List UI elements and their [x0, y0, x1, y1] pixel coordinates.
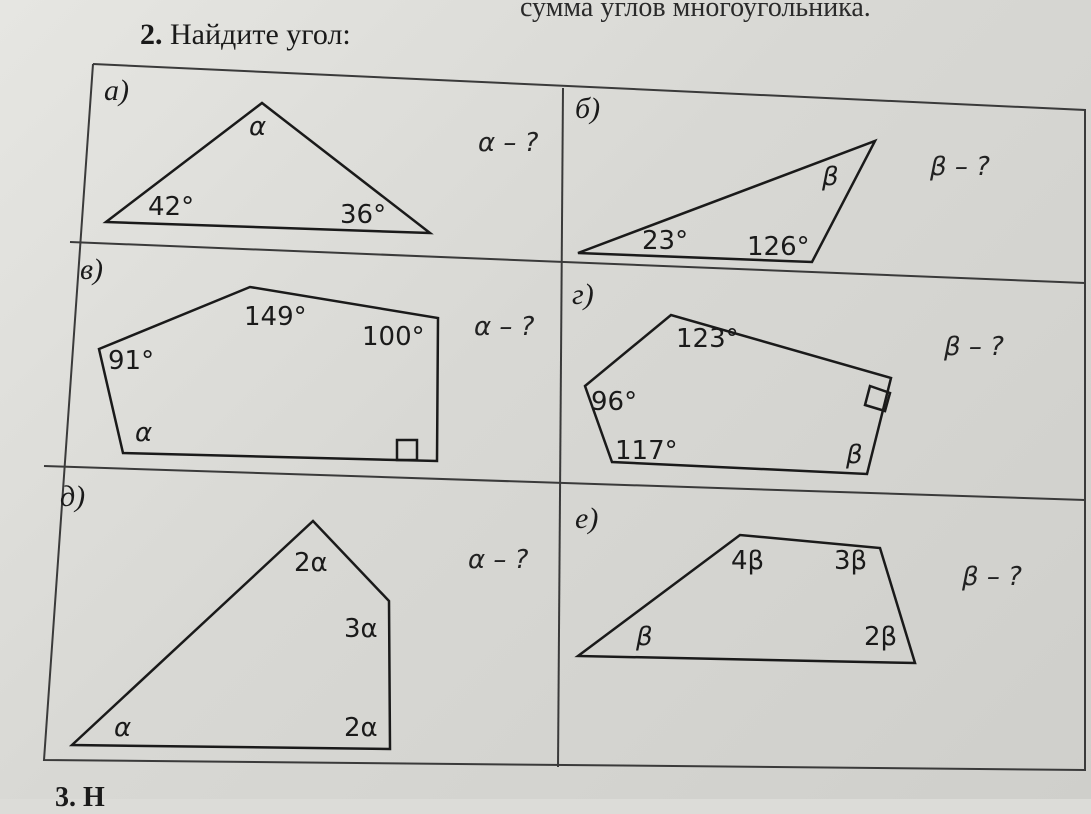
- cell-v-angle-top-right: 100°: [362, 322, 425, 352]
- cell-g-angle-left: 96°: [591, 387, 638, 417]
- cell-g-letter: г): [572, 278, 594, 311]
- cell-e-angle-top-right: 3β: [834, 546, 868, 576]
- cell-d-angle-top: 2α: [294, 548, 328, 578]
- next-task-fragment: 3. Н: [55, 782, 105, 813]
- cell-g-angle-top: 123°: [676, 324, 739, 354]
- cell-g-angle-bottom-left: 117°: [615, 436, 678, 466]
- cell-d-angle-bottom-left: α: [114, 713, 132, 743]
- cell-b-angle-right: 126°: [747, 232, 810, 262]
- cell-g-angle-bottom-right: β: [846, 440, 863, 470]
- cell-d-angle-right: 3α: [344, 614, 378, 644]
- table-divider-row-2: [44, 466, 1085, 500]
- cell-v-question: α – ?: [474, 312, 535, 342]
- cell-b-question: β – ?: [930, 152, 990, 182]
- cell-a-question: α – ?: [478, 128, 539, 158]
- cell-d-angle-bottom-right: 2α: [344, 713, 378, 743]
- cell-v-angle-bottom-left: α: [135, 418, 153, 448]
- right-angle-mark-v: [397, 440, 417, 460]
- table-grid: [44, 64, 1085, 770]
- triangle-b: [578, 141, 875, 262]
- table-divider-vertical: [558, 88, 563, 767]
- task-number: 2.: [140, 18, 163, 51]
- cell-d-letter: д): [60, 480, 86, 513]
- table-border: [44, 64, 1085, 770]
- cell-v-angle-top: 149°: [244, 302, 307, 332]
- cell-v-letter: в): [80, 253, 104, 286]
- cell-a-letter: а): [104, 74, 129, 107]
- cell-b-angle-left: 23°: [642, 226, 689, 256]
- table-divider-row-1: [70, 242, 1085, 283]
- cell-b-angle-top: β: [822, 162, 839, 192]
- cell-e-angle-top-left: 4β: [731, 546, 765, 576]
- task-text: Найдите угол:: [170, 18, 351, 51]
- cell-e-letter: е): [575, 502, 599, 535]
- cell-g-question: β – ?: [944, 332, 1004, 362]
- cell-e-question: β – ?: [962, 562, 1022, 592]
- cell-a-angle-right: 36°: [340, 200, 387, 230]
- cell-a-angle-left: 42°: [148, 192, 195, 222]
- cell-d-question: α – ?: [468, 545, 529, 575]
- previous-heading-fragment: сумма углов многоугольника.: [520, 0, 871, 23]
- cell-v-angle-left: 91°: [108, 346, 155, 376]
- cell-e-angle-left: β: [636, 622, 653, 652]
- cell-b-letter: б): [575, 92, 601, 125]
- cell-e-angle-bottom-right: 2β: [864, 622, 898, 652]
- cell-a-angle-top: α: [249, 112, 267, 142]
